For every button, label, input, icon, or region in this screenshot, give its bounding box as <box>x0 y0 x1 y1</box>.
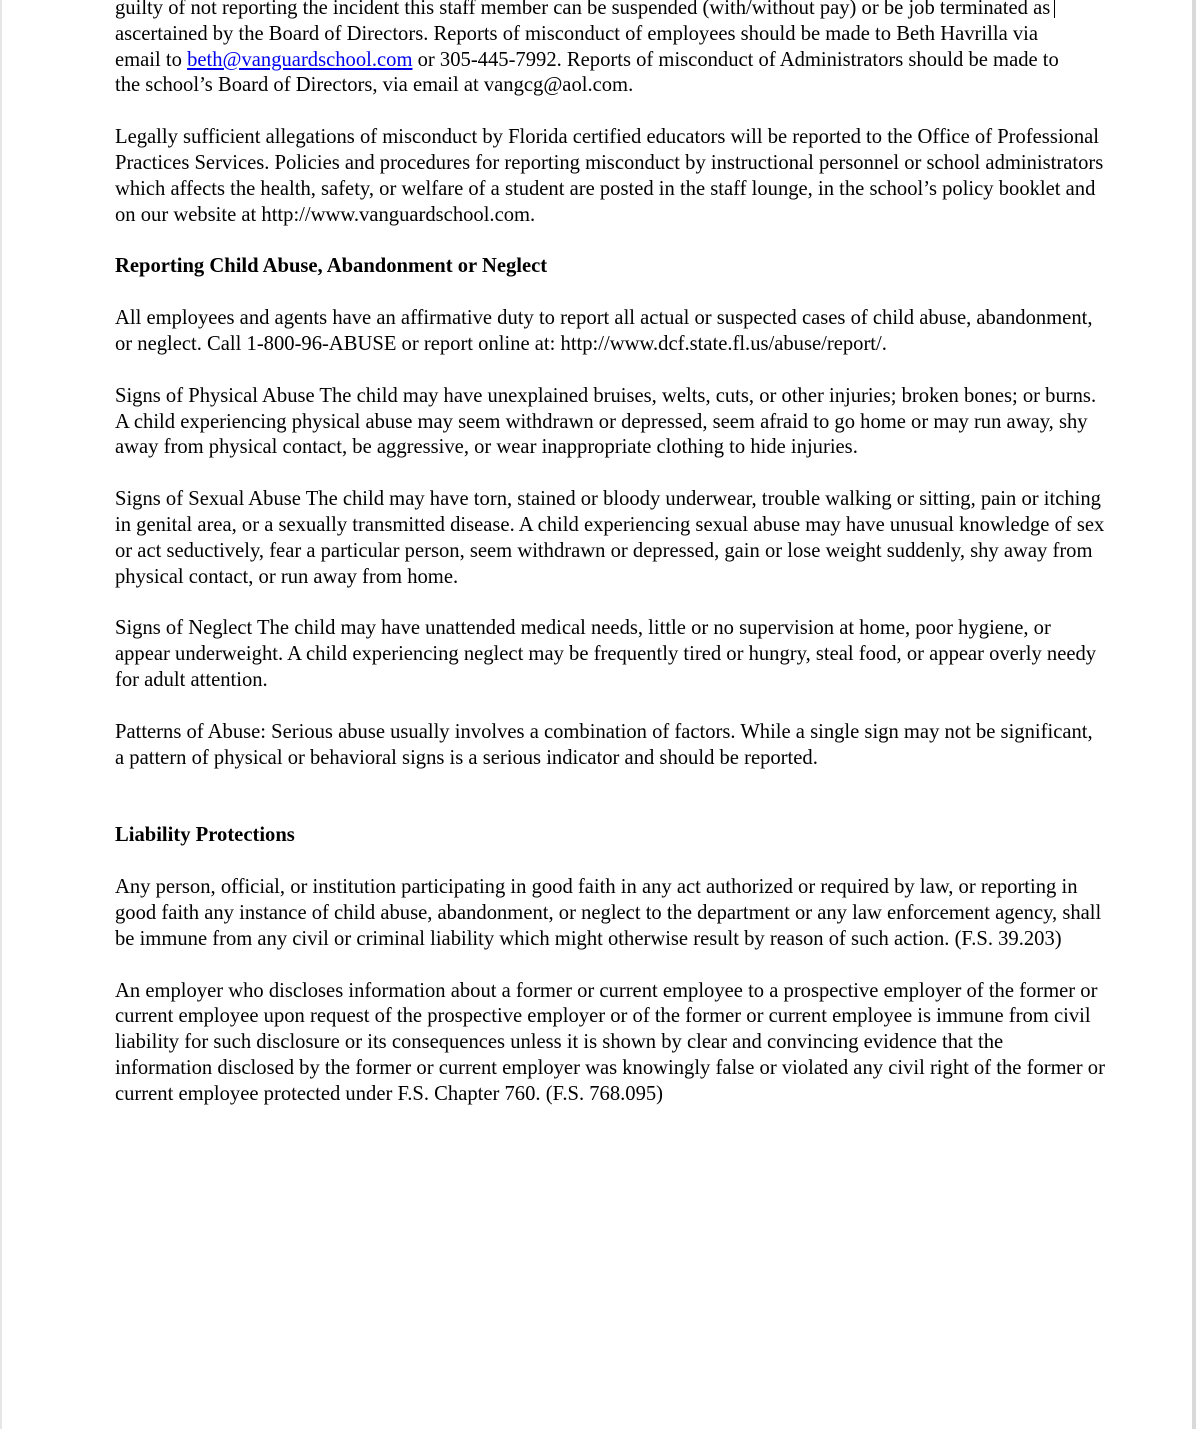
misconduct-line-4: the school’s Board of Directors, via email at vangcg@aol.com. <box>115 74 634 97</box>
misconduct-line-3-prefix: email to <box>115 48 188 71</box>
misconduct-line-2: ascertained by the Board of Directors. Reports of misconduct of employees should be made to Beth Havrilla via <box>115 22 1039 45</box>
text-cursor <box>1054 0 1055 18</box>
paragraph-neglect-signs: Signs of Neglect The child may have unattended medical needs, little or no supervision at home, poor hygiene, or appear underweight. A child experiencing neglect may be frequently tired or hungry, steal food, or appear overly needy for adult attention. <box>115 617 1097 691</box>
heading-liability-protections: Liability Protections <box>115 824 295 847</box>
misconduct-line-1: guilty of not reporting the incident this staff member can be suspended (with/without pay) or be job terminated as <box>115 0 1051 19</box>
page-left-edge <box>0 0 2 1429</box>
paragraph-misconduct-reporting <box>115 0 1105 99</box>
misconduct-line-3-suffix: or 305-445-7992. Reports of misconduct of Administrators should be made to <box>412 48 1059 71</box>
paragraph-patterns-of-abuse: Patterns of Abuse: Serious abuse usually involves a combination of factors. While a single sign may not be significant, a pattern of physical or behavioral signs is a serious indicator and should be reported. <box>115 720 1093 769</box>
paragraph-sexual-abuse-signs: Signs of Sexual Abuse The child may have torn, stained or bloody underwear, trouble walking or sitting, pain or itching in genital area, or a sexually transmitted disease. A child experiencing sexual abuse may have unusual knowledge of sex or act seductively, fear a particular person, seem withdrawn or depressed, gain or lose weight suddenly, shy away from physical contact, or run away from home. <box>115 488 1105 588</box>
heading-reporting-child-abuse: Reporting Child Abuse, Abandonment or Neglect <box>115 255 548 278</box>
paragraph-good-faith-immunity: Any person, official, or institution participating in good faith in any act authorized or required by law, or reporting in good faith any instance of child abuse, abandonment, or neglect to the department or any law enforcement agency, shall be immune from any civil or criminal liability which might otherwise result by reason of such action. (F.S. 39.203) <box>115 876 1102 950</box>
paragraph-legal-allegations: Legally sufficient allegations of misconduct by Florida certified educators will be reported to the Office of Professional Practices Services. Policies and procedures for reporting misconduct by instructional personnel or school administrators which affects the health, safety, or welfare of a student are posted in the staff lounge, in the school’s policy booklet and on our website at http://www.vanguardschool.com. <box>115 126 1104 226</box>
document-body <box>115 0 1105 1134</box>
paragraph-physical-abuse-signs: Signs of Physical Abuse The child may have unexplained bruises, welts, cuts, or other injuries; broken bones; or burns. A child experiencing physical abuse may seem withdrawn or depressed, seem afraid to go home or may run away, shy away from physical contact, be aggressive, or wear inappropriate clothing to hide injuries. <box>115 384 1097 459</box>
paragraph-employer-disclosure: An employer who discloses information about a former or current employee to a prospective employer of the former or current employee upon request of the prospective employer or of the former or current employee is immune from civil liability for such disclosure or its consequences unless it is shown by clear and convincing evidence that the information disclosed by the former or current employer was knowingly false or violated any civil right of the former or current employee protected under F.S. Chapter 760. (F.S. 768.095) <box>115 979 1105 1105</box>
page-right-edge <box>1192 0 1196 1429</box>
email-link-beth[interactable]: beth@vanguardschool.com <box>187 48 413 71</box>
paragraph-affirmative-duty: All employees and agents have an affirmative duty to report all actual or suspected cases of child abuse, abandonment, or neglect. Call 1-800-96-ABUSE or report online at: http://www.dcf.state.fl.us/abuse/report/. <box>115 307 1093 355</box>
